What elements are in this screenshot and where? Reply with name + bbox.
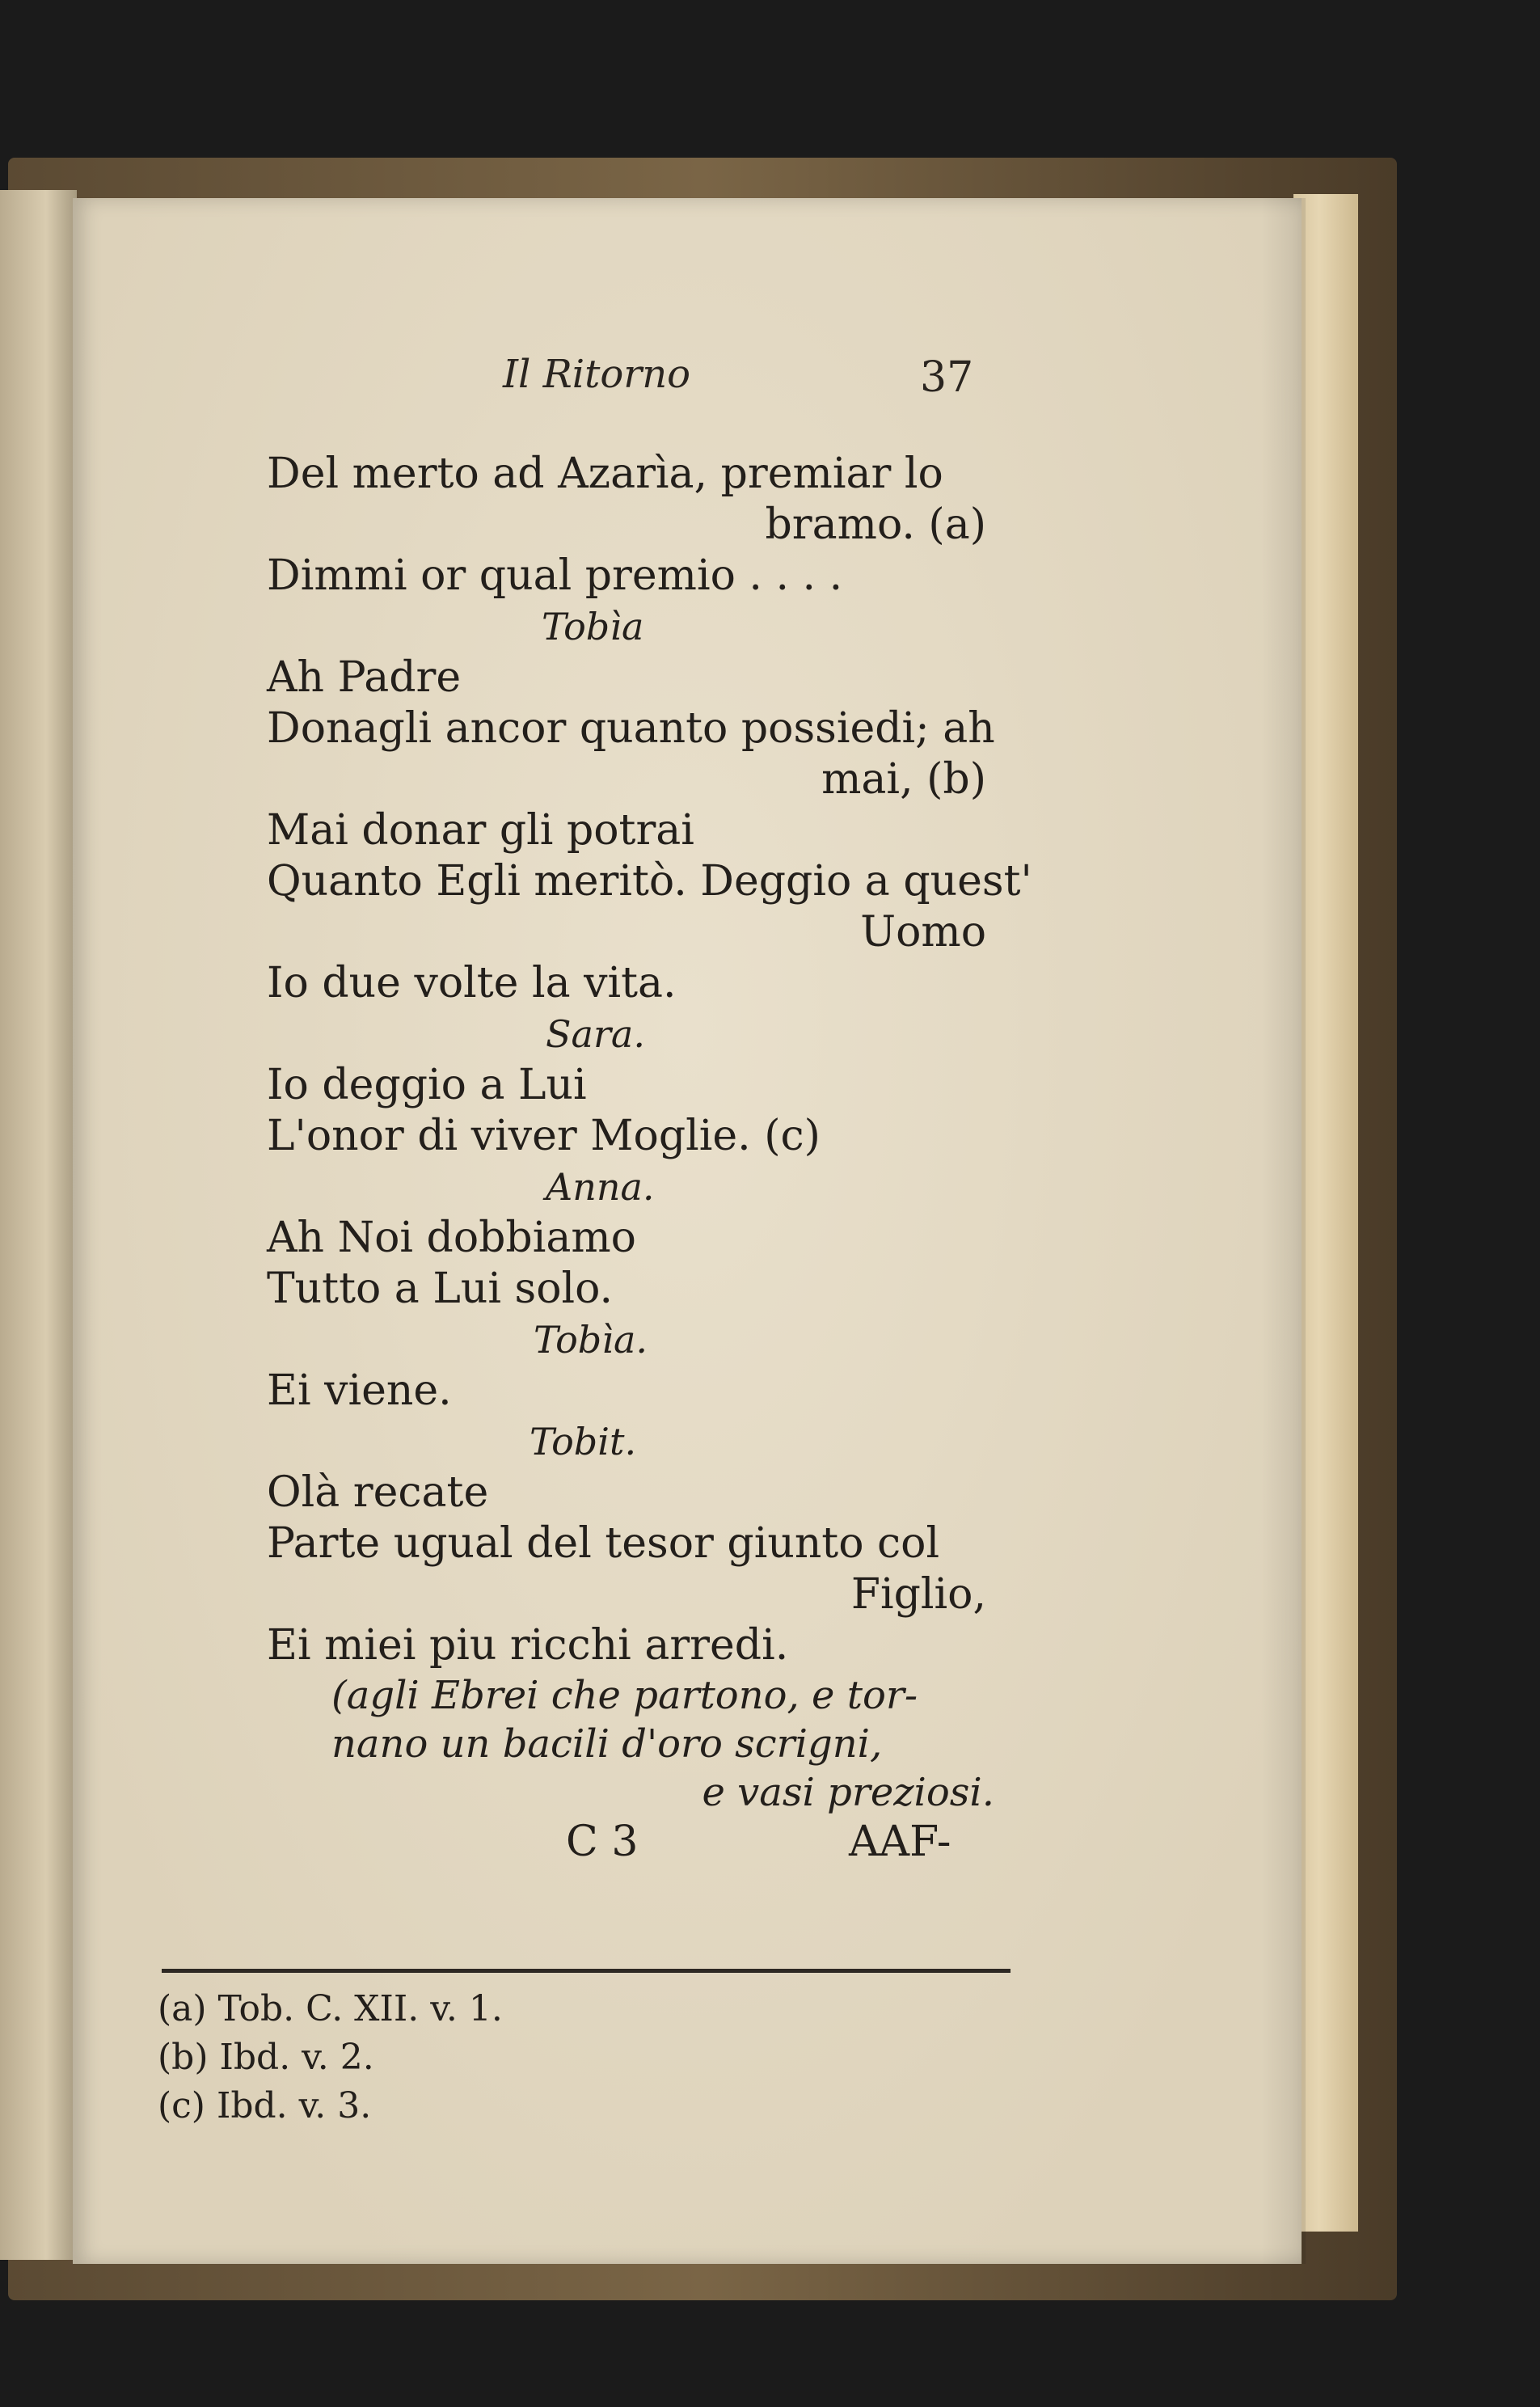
verse-line: bramo. (a) (765, 500, 986, 549)
verse-line: Ei viene. (267, 1366, 452, 1415)
verse-line: Mai donar gli potrai (267, 806, 694, 855)
speaker-name: Anna. (546, 1165, 655, 1209)
verse-line: Tutto a Lui solo. (267, 1265, 614, 1313)
verse-line: Dimmi or qual premio . . . . (267, 551, 843, 600)
page-number: 37 (920, 353, 974, 402)
verse-line: Parte ugual del tesor giunto col (267, 1519, 940, 1568)
footnote-divider (162, 1969, 1010, 1973)
verse-line: Olà recate (267, 1468, 489, 1517)
stage-direction-line: (agli Ebrei che partono, e tor- (331, 1673, 918, 1718)
stage-direction-line: nano un bacili d'oro scrigni, (331, 1721, 883, 1767)
verse-line: Ah Noi dobbiamo (267, 1214, 636, 1262)
footnote: (c) Ibd. v. 3. (158, 2085, 372, 2126)
verse-line: Quanto Egli meritò. Deggio a quest' (267, 857, 1032, 906)
verse-line: mai, (b) (821, 755, 986, 804)
footnote: (a) Tob. C. XII. v. 1. (158, 1988, 503, 2029)
running-title: Il Ritorno (503, 352, 691, 397)
speaker-name: Sara. (546, 1012, 645, 1056)
signature-mark: C 3 (566, 1818, 639, 1866)
footnote: (b) Ibd. v. 2. (158, 2037, 374, 2078)
verse-line: Ah Padre (267, 653, 462, 702)
verse-text (267, 449, 1035, 1873)
page-shadow (1261, 198, 1306, 2264)
catchword: AAF- (849, 1818, 951, 1866)
verse-line: Io deggio a Lui (267, 1061, 587, 1109)
verse-line: L'onor di viver Moglie. (c) (267, 1112, 821, 1160)
signature-row (267, 1817, 1035, 1873)
verse-line: Uomo (860, 908, 986, 956)
verse-line: Io due volte la vita. (267, 959, 677, 1007)
stage-direction-line: e vasi preziosi. (702, 1770, 994, 1815)
verse-line: Figlio, (850, 1570, 986, 1619)
verse-line: Ei miei piu ricchi arredi. (267, 1621, 789, 1670)
verse-line: Del merto ad Azarìa, premiar lo (267, 450, 943, 498)
speaker-name: Tobìa. (534, 1318, 648, 1362)
stage-direction (267, 1671, 1027, 1817)
speaker-name: Tobìa (542, 605, 644, 648)
speaker-name: Tobit. (530, 1420, 637, 1463)
verse-line: Donagli ancor quanto possiedi; ah (267, 704, 995, 753)
footnotes (158, 1985, 503, 2130)
facing-page-edge (0, 190, 77, 2260)
